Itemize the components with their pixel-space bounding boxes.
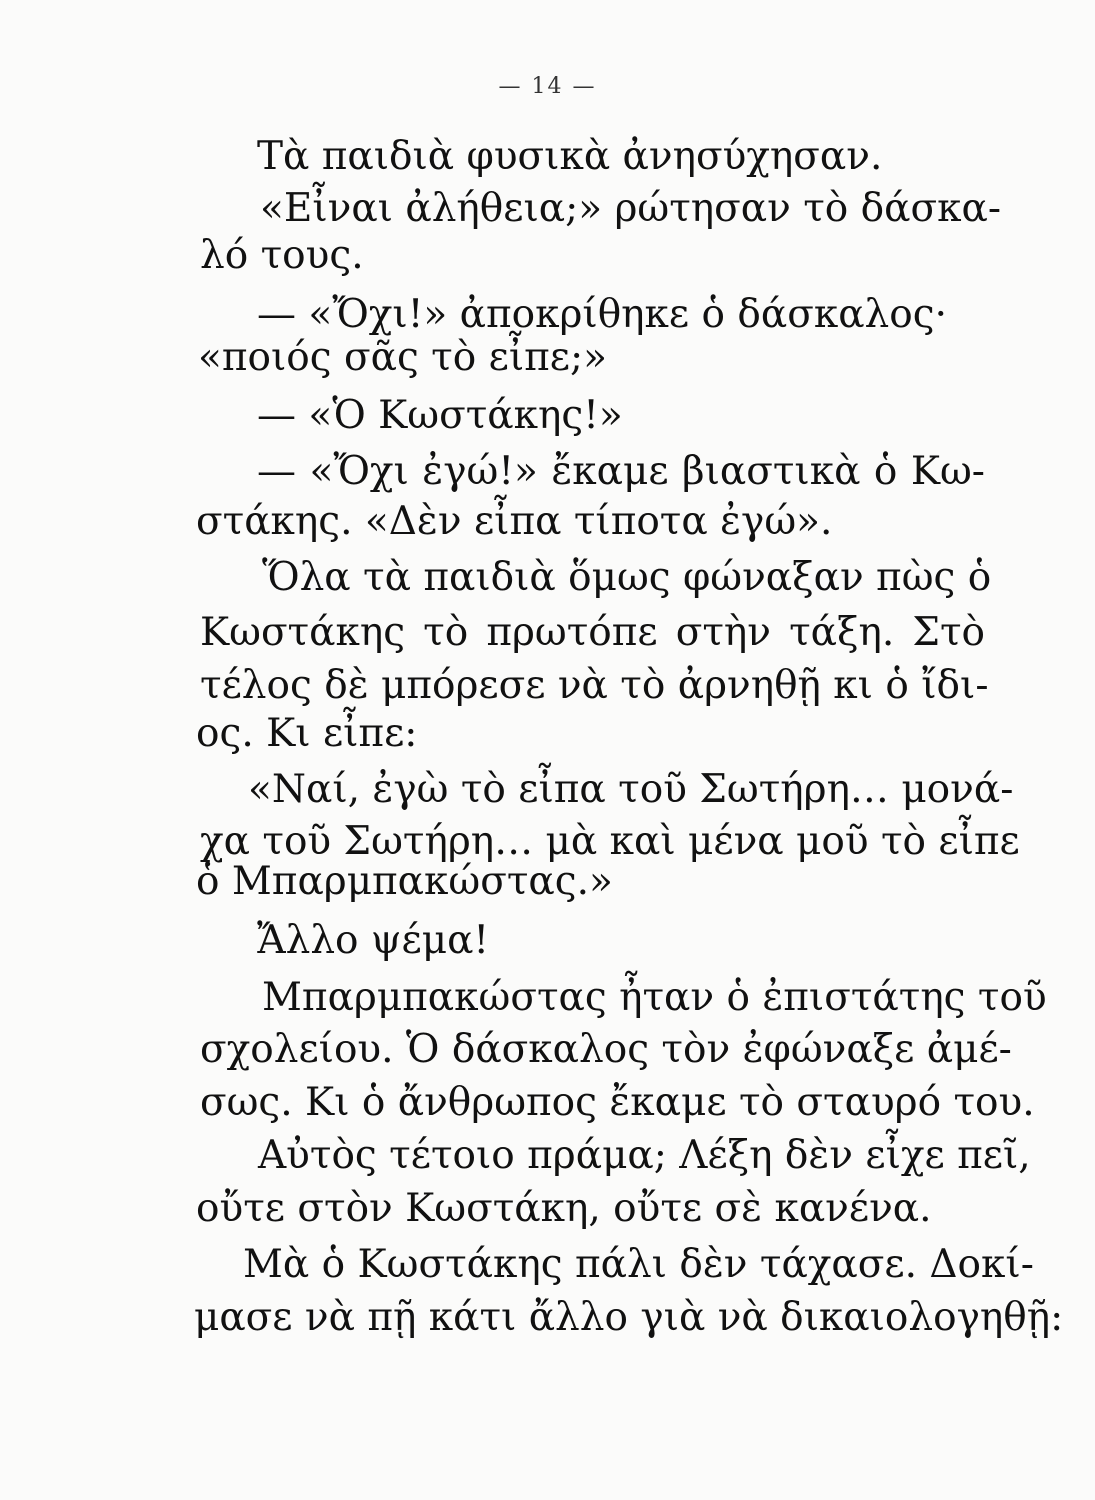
- text-line-13: «Ναί, ἐγὼ τὸ εἶπα τοῦ Σωτήρη… μονά-: [248, 767, 1014, 812]
- text-line-7: — «Ὄχι ἐγώ!» ἔκαμε βιαστικὰ ὁ Κω-: [257, 449, 985, 494]
- text-line-16: Ἄλλο ψέμα!: [257, 918, 490, 963]
- text-line-23: μασε νὰ πῇ κάτι ἄλλο γιὰ νὰ δικαιολογηθῇ:: [194, 1295, 1064, 1340]
- text-line-18: σχολείου. Ὁ δάσκαλος τὸν ἐφώναξε ἀμέ-: [200, 1027, 1012, 1072]
- text-line-19: σως. Κι ὁ ἄνθρωπος ἔκαμε τὸ σταυρό του.: [200, 1080, 1035, 1125]
- text-line-21: οὔτε στὸν Κωστάκη, οὔτε σὲ κανένα.: [196, 1186, 932, 1231]
- text-line-1: Τὰ παιδιὰ φυσικὰ ἀνησύχησαν.: [257, 134, 883, 179]
- text-line-22: Μὰ ὁ Κωστάκης πάλι δὲν τάχασε. Δοκί-: [243, 1242, 1034, 1287]
- text-line-6: — «Ὁ Κωστάκης!»: [257, 393, 623, 438]
- text-line-8: στάκης. «Δὲν εἶπα τίποτα ἐγώ».: [196, 499, 833, 544]
- page-number: — 14 —: [498, 74, 597, 99]
- text-line-12: ος. Κι εἶπε:: [196, 711, 418, 756]
- text-line-20: Αὐτὸς τέτοιο πράμα; Λέξη δὲν εἶχε πεῖ,: [258, 1133, 1031, 1178]
- text-line-10: Κωστάκης τὸ πρωτόπε στὴν τάξη. Στὸ: [200, 610, 985, 655]
- text-line-5: «ποιός σᾶς τὸ εἶπε;»: [198, 335, 607, 380]
- text-line-14: χα τοῦ Σωτήρη… μὰ καὶ μένα μοῦ τὸ εἶπε: [200, 819, 1020, 864]
- text-line-2: «Εἶναι ἀλήθεια;» ρώτησαν τὸ δάσκα-: [260, 186, 1001, 231]
- text-line-4: — «Ὄχι!» ἀποκρίθηκε ὁ δάσκαλος·: [257, 292, 947, 337]
- text-line-9: Ὅλα τὰ παιδιὰ ὅμως φώναξαν πὼς ὁ: [262, 555, 992, 600]
- text-line-11: τέλος δὲ μπόρεσε νὰ τὸ ἀρνηθῇ κι ὁ ἴδι-: [200, 663, 989, 708]
- text-line-3: λό τους.: [200, 233, 364, 278]
- text-line-17: Μπαρμπακώστας ἦταν ὁ ἐπιστάτης τοῦ: [262, 975, 1047, 1020]
- text-line-15: ὁ Μπαρμπακώστας.»: [196, 859, 613, 904]
